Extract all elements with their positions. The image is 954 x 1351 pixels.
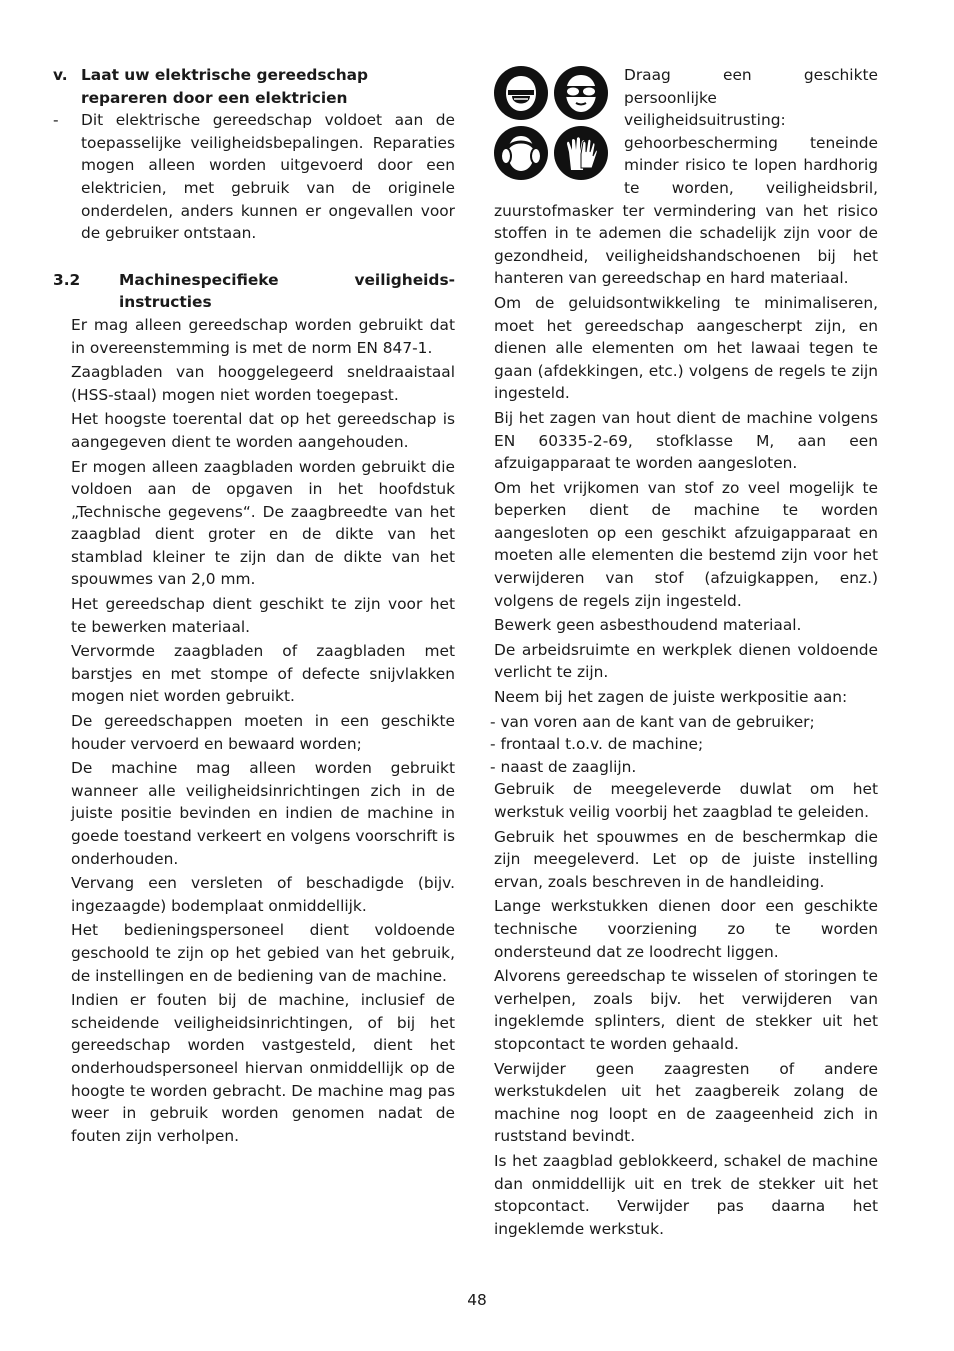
page-number: 48 [467,1291,487,1309]
section-v-item [53,109,455,245]
paragraph: Om het vrijkomen van stof zo veel mogelijk te beperken dient de machine te worden aangesloten op een geschikt afzuigapparaat en moeten alle elementen die bestemd zijn voor het verwijderen van stof (afzuigkappen, enz.) volgens de regels zijn ingesteld. [494,478,878,610]
paragraph: Gebruik de meegeleverde duwlat om het werkstuk veilig voorbij het zaagblad te geleiden. [494,780,878,821]
list-item: - frontaal t.o.v. de machine; [490,735,704,754]
left-column [53,64,455,1149]
dash-marker: - [53,111,59,130]
paragraph: Er mag alleen gereedschap worden gebruikt dat in overeenstemming is met de norm EN 847-1. [71,315,455,357]
paragraph: Vervang een versleten of beschadigde (bijv. ingezaagde) bodemplaat onmiddellijk. [71,874,455,915]
paragraph: Het hoogste toerental dat op het gereedschap is aangegeven dient te worden aangehouden. [71,410,455,451]
list-item: - naast de zaaglijn. [490,757,637,776]
paragraph: Het bedieningspersoneel dient voldoende geschoold te zijn op het gebied van het gebruik, de instellingen en de bediening van de machine. [71,921,455,985]
section-v-heading [53,64,455,109]
ppe-pictograms [494,64,614,186]
ppe-intro-paragraph: Draag een geschikte persoonlijke veiligheidsuitrusting: gehoorbescherming teneinde minder risico te lopen hardhorig te worden, veiligheidsbril, zuurstofmasker ter vermindering van het risico stoffen in te ademen die schadelijk zijn voor de gezondheid, veiligheidshandschoenen bij het hanteren van gereedschap en hard materiaal. [494,66,878,288]
paragraph: Gebruik het spouwmes en de beschermkap die zijn meegeleverd. Let op de juiste instelling ervan, zoals beschreven in de handleiding. [494,827,878,891]
paragraph: Neem bij het zagen de juiste werkpositie aan: [494,688,848,707]
section-v-title: Laat uw elektrische gereedschap repareren door een elektricien [81,66,369,107]
paragraph: Vervormde zaagbladen of zaagbladen met barstjes en met stompe of defecte snijvlakken mogen niet worden gebruikt. [71,642,455,706]
paragraph: Indien er fouten bij de machine, inclusief de scheidende veiligheidsinrichtingen, of bij het gereedschap worden vastgesteld, dient het onderhoudspersoneel hiervan onmiddellijk op de hoogte te worden gebracht. De machine mag pas weer in gebruik worden genomen nadat de fouten zijn verholpen. [71,991,455,1145]
safety-goggles-icon [554,66,608,120]
right-column [490,64,878,1242]
paragraph: De machine mag alleen worden gebruikt wanneer alle veiligheidsinrichtingen zich in de juiste positie bevinden en indien de machine in goede toestand verkeert en volgens voorschrift is onderhouden. [71,759,455,868]
section-v-label: v. [53,66,68,84]
safety-gloves-icon [554,126,608,180]
paragraph: Lange werkstukken dienen door een geschikte technische voorziening zo te worden ondersteund dat ze loodrecht liggen. [494,897,878,961]
list-item: - van voren aan de kant van de gebruiker; [490,712,815,731]
dust-mask-icon [494,66,548,120]
paragraph: De gereedschappen moeten in een geschikte houder vervoerd en bewaard worden; [71,712,455,753]
paragraph: Bewerk geen asbesthoudend materiaal. [494,616,802,635]
section-3-2-heading [53,269,455,314]
ear-protection-icon [494,126,548,180]
paragraph: Alvorens gereedschap te wisselen of storingen te verhelpen, zoals bijv. het verwijderen van ingeklemde splinters, dient de stekker uit het stopcontact te worden gehaald. [494,967,878,1053]
paragraph: De arbeidsruimte en werkplek dienen voldoende verlicht te zijn. [494,640,878,682]
paragraph: Bij het zagen van hout dient de machine volgens EN 60335-2-69, stofklasse M, aan een afzuigapparaat te worden aangesloten. [494,408,878,473]
paragraph: Het gereedschap dient geschikt te zijn voor het te bewerken materiaal. [71,595,455,636]
paragraph: Om de geluidsontwikkeling te minimaliseren, moet het gereedschap aangescherpt zijn, en dienen alle elementen om het lawaai tegen te gaan (afdekkingen, etc.) volgens de regels te zijn ingesteld. [494,293,878,403]
section-number: 3.2 [53,270,81,289]
paragraph: Er mogen alleen zaagbladen worden gebruikt die voldoen aan de opgaven in het hoofdstuk „Technische gegevens“. De zaagbreedte van het zaagblad dient groter en de dikte van het stamblad kleiner te zijn dan de dikte van het spouwmes van 2,0 mm. [71,457,455,589]
paragraph: Verwijder geen zaagresten of andere werkstukdelen uit het zaagbereik zolang de machine nog loopt en de zaageenheid zich in ruststand bevindt. [494,1059,878,1146]
section-v-item-text: Dit elektrische gereedschap voldoet aan de toepasselijke veiligheidsbepalingen. Reparaties mogen alleen worden uitgevoerd door een elektricien, met gebruik van de originele onderdelen, anders kunnen er ongevallen voor de gebruiker ontstaan. [81,111,455,243]
paragraph: Is het zaagblad geblokkeerd, schakel de machine dan onmiddellijk uit en trek de stekker uit het stopcontact. Verwijder pas daarna het ingeklemde werkstuk. [494,1151,878,1238]
work-position-list [490,711,878,779]
section-title: Machinespecifieke veiligheids-instructies [119,270,455,312]
paragraph: Zaagbladen van hooggelegeerd sneldraaistaal (HSS-staal) mogen niet worden toegepast. [71,363,455,404]
